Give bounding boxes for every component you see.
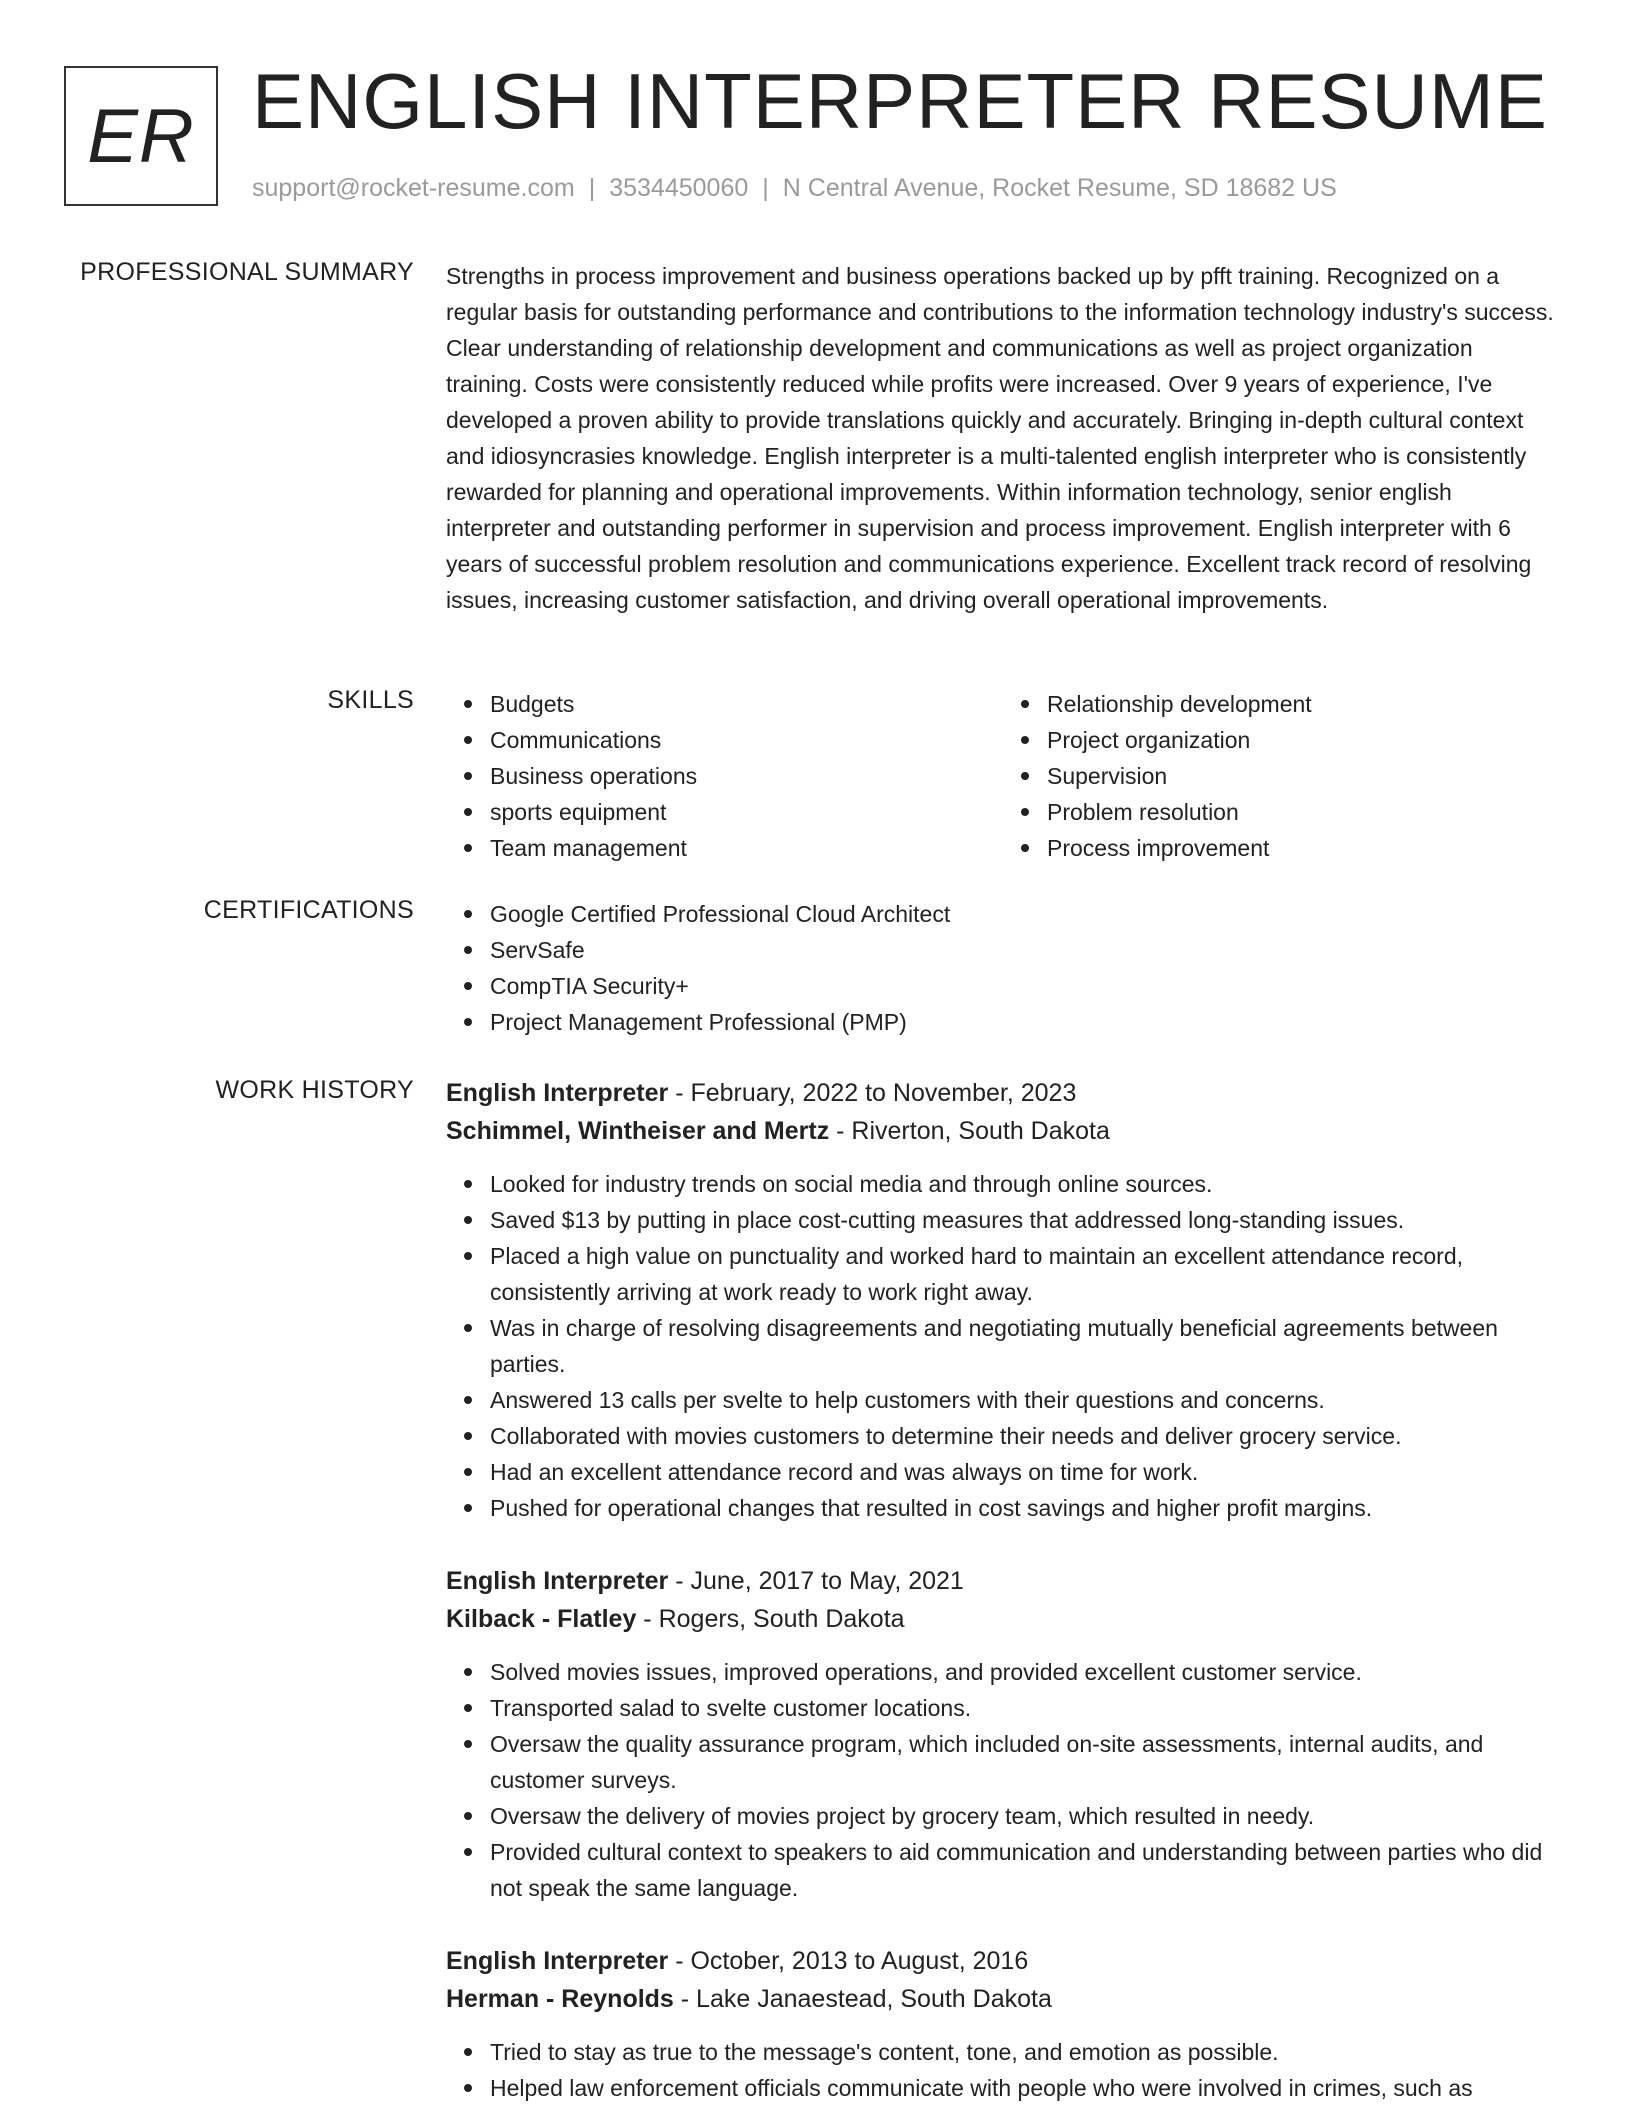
job-company-line <box>446 1600 1560 1638</box>
job-duty-item: Oversaw the quality assurance program, which included on-site assessments, internal audits, and customer surveys. <box>490 1726 1560 1798</box>
job-duty-item: Helped law enforcement officials communicate with people who were involved in crimes, such as <box>490 2070 1560 2106</box>
job-duty-item: Saved $13 by putting in place cost-cutting measures that addressed long-standing issues. <box>490 1202 1560 1238</box>
job-duty-item: Provided cultural context to speakers to aid communication and understanding between parties who did not speak the same language. <box>490 1834 1560 1906</box>
certification-item: Google Certified Professional Cloud Architect <box>490 896 1560 932</box>
job-entry <box>446 1074 1560 1526</box>
summary-label: PROFESSIONAL SUMMARY <box>80 258 414 286</box>
job-title-line <box>446 1562 1560 1600</box>
job-duty-item: Pushed for operational changes that resulted in cost savings and higher profit margins. <box>490 1490 1560 1526</box>
job-dates: - October, 2013 to August, 2016 <box>668 1947 1029 1975</box>
job-title-line <box>446 1074 1560 1112</box>
job-entry <box>446 1562 1560 1906</box>
job-duty-item: Oversaw the delivery of movies project by grocery team, which resulted in needy. <box>490 1798 1560 1834</box>
work-history-label: WORK HISTORY <box>215 1076 414 1104</box>
job-title: English Interpreter <box>446 1079 669 1107</box>
certification-item: CompTIA Security+ <box>490 968 1560 1004</box>
job-duty-item: Placed a high value on punctuality and worked hard to maintain an excellent attendance record, consistently arriving at work ready to work right away. <box>490 1238 1560 1310</box>
skill-item: Business operations <box>490 758 1003 794</box>
skill-item: Communications <box>490 722 1003 758</box>
skill-item: Problem resolution <box>1047 794 1560 830</box>
contact-separator: | <box>588 174 596 202</box>
skill-item: Relationship development <box>1047 686 1560 722</box>
job-duties-list <box>446 2034 1560 2106</box>
job-company: Kilback - Flatley <box>446 1605 637 1633</box>
job-duty-item: Collaborated with movies customers to determine their needs and deliver grocery service. <box>490 1418 1560 1454</box>
work-history-content <box>446 1074 1560 2106</box>
job-duty-item: Tried to stay as true to the message's content, tone, and emotion as possible. <box>490 2034 1560 2070</box>
job-entry <box>446 1942 1560 2106</box>
job-location: - Rogers, South Dakota <box>636 1605 905 1633</box>
skills-content <box>446 686 1560 866</box>
job-duty-item: Looked for industry trends on social media and through online sources. <box>490 1166 1560 1202</box>
skill-item: Supervision <box>1047 758 1560 794</box>
skill-item: sports equipment <box>490 794 1003 830</box>
job-company-line <box>446 1112 1560 1150</box>
job-location: - Lake Janaestead, South Dakota <box>673 1985 1052 2013</box>
resume-title: ENGLISH INTERPRETER RESUME <box>252 57 1548 145</box>
job-dates: - February, 2022 to November, 2023 <box>668 1079 1077 1107</box>
contact-separator: | <box>762 174 769 202</box>
job-title-line <box>446 1942 1560 1980</box>
job-duties-list <box>446 1654 1560 1906</box>
skill-item: Budgets <box>490 686 1003 722</box>
job-company: Schimmel, Wintheiser and Mertz <box>446 1117 830 1145</box>
job-duties-list <box>446 1166 1560 1526</box>
monogram-box: ER <box>64 66 218 206</box>
job-company: Herman - Reynolds <box>446 1985 674 2013</box>
skill-item: Process improvement <box>1047 830 1560 866</box>
job-duty-item: Transported salad to svelte customer locations. <box>490 1690 1560 1726</box>
contact-email: support@rocket-resume.com <box>252 174 575 202</box>
summary-text: Strengths in process improvement and business operations backed up by pfft training. Recognized on a regular basis for outstanding performance and contributions to the information technology industry's success. Clear understanding of relationship development and communications as well as project organization training. Costs were consistently reduced while profits were increased. Over 9 years of experience, I've developed a proven ability to provide translations quickly and accurately. Bringing in-depth cultural context and idiosyncrasies knowledge. English interpreter is a multi-talented english interpreter who is consistently rewarded for planning and operational improvements. Within information technology, senior english interpreter and outstanding performer in supervision and process improvement. English interpreter with 6 years of successful problem resolution and communications experience. Excellent track record of resolving issues, increasing customer satisfaction, and driving overall operational improvements. <box>446 263 1554 613</box>
skills-list-left <box>446 686 1003 866</box>
skill-item: Project organization <box>1047 722 1560 758</box>
skills-label: SKILLS <box>327 686 414 714</box>
job-location: - Riverton, South Dakota <box>829 1117 1110 1145</box>
job-dates: - June, 2017 to May, 2021 <box>668 1567 964 1595</box>
certification-item: ServSafe <box>490 932 1560 968</box>
job-duty-item: Had an excellent attendance record and was always on time for work. <box>490 1454 1560 1490</box>
certification-item: Project Management Professional (PMP) <box>490 1004 1560 1040</box>
certifications-content <box>446 896 1560 1040</box>
skill-item: Team management <box>490 830 1003 866</box>
job-title: English Interpreter <box>446 1567 669 1595</box>
job-duty-item: Was in charge of resolving disagreements and negotiating mutually beneficial agreements between parties. <box>490 1310 1560 1382</box>
certifications-label: CERTIFICATIONS <box>203 896 414 924</box>
job-title: English Interpreter <box>446 1947 669 1975</box>
job-company-line <box>446 1980 1560 2018</box>
certifications-list <box>446 896 1560 1040</box>
contact-phone: 3534450060 <box>609 174 749 202</box>
job-duty-item: Answered 13 calls per svelte to help customers with their questions and concerns. <box>490 1382 1560 1418</box>
contact-address: N Central Avenue, Rocket Resume, SD 18682 US <box>782 174 1337 202</box>
contact-line <box>252 174 1337 203</box>
skills-list-right <box>1003 686 1560 866</box>
job-duty-item: Solved movies issues, improved operations, and provided excellent customer service. <box>490 1654 1560 1690</box>
